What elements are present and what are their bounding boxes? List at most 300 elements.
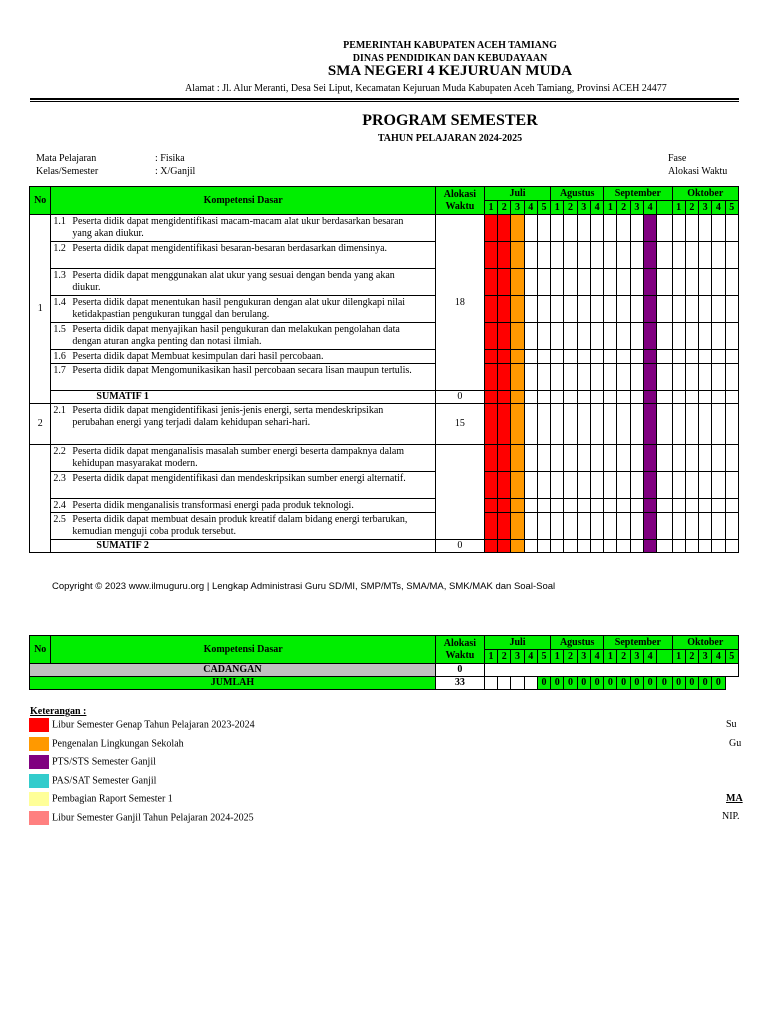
kd-number: 1.3 <box>53 270 66 281</box>
schedule-cell <box>524 472 537 499</box>
week-cell-blank <box>657 201 672 215</box>
schedule-cell <box>685 513 698 540</box>
kelas-label: Kelas/Semester <box>36 166 99 177</box>
schedule-cell-pts <box>643 540 656 553</box>
kd-text: Peserta didik dapat menyajikan hasil pengukuran dan melakukan pengolahan data dengan aturan angka penting dan notasi ilmiah. <box>72 324 400 347</box>
schedule-cell <box>577 323 590 350</box>
col-kd-header: Kompetensi Dasar <box>51 187 436 215</box>
schedule-cell <box>672 404 685 445</box>
schedule-cell <box>725 364 738 391</box>
schedule-cell <box>551 499 564 513</box>
week-cell: 1 <box>672 201 685 215</box>
header-line1: PEMERINTAH KABUPATEN ACEH TAMIANG <box>343 40 557 51</box>
schedule-cell <box>712 445 725 472</box>
schedule-cell <box>590 296 603 323</box>
legend-swatch <box>29 755 49 769</box>
table-row <box>30 472 739 499</box>
month-agustus: Agustus <box>551 636 604 650</box>
schedule-cell <box>617 323 630 350</box>
schedule-cell <box>657 391 672 404</box>
week-cell: 3 <box>577 201 590 215</box>
schedule-cell <box>712 364 725 391</box>
schedule-cell <box>685 323 698 350</box>
week-cell: 3 <box>699 201 712 215</box>
alokasi-label: Alokasi Waktu <box>668 166 728 177</box>
jumlah-week-total: 0 <box>590 677 603 690</box>
jumlah-week-total: 0 <box>537 677 550 690</box>
schedule-cell <box>699 472 712 499</box>
schedule-cell-mpls <box>511 350 524 364</box>
jumlah-week-empty <box>511 677 524 690</box>
schedule-cell <box>564 215 577 242</box>
schedule-cell-pts <box>643 323 656 350</box>
schedule-cell <box>590 215 603 242</box>
legend-label: Pengenalan Lingkungan Sekolah <box>52 738 184 750</box>
schedule-cell <box>537 391 550 404</box>
schedule-cell-libur <box>498 323 511 350</box>
schedule-cell-mpls <box>511 391 524 404</box>
schedule-cell <box>537 215 550 242</box>
cadangan-value: 0 <box>435 664 484 677</box>
schedule-cell-libur <box>484 513 497 540</box>
schedule-cell <box>657 404 672 445</box>
legend-item <box>29 737 184 751</box>
schedule-cell <box>712 242 725 269</box>
schedule-cell-pts <box>643 499 656 513</box>
schedule-cell <box>537 540 550 553</box>
schedule-cell <box>699 513 712 540</box>
schedule-cell <box>699 540 712 553</box>
schedule-cell <box>617 404 630 445</box>
schedule-cell <box>617 472 630 499</box>
week-cell: 2 <box>564 201 577 215</box>
schedule-cell <box>564 296 577 323</box>
schedule-cell-pts <box>643 391 656 404</box>
schedule-cell <box>537 242 550 269</box>
schedule-cell <box>577 296 590 323</box>
legend-label: PAS/SAT Semester Ganjil <box>52 775 157 787</box>
schedule-cell <box>564 499 577 513</box>
week-cell: 1 <box>551 650 564 664</box>
kd-text: Peserta didik dapat menganalisis masalah sumber energi beserta dampaknya dalam kehidupan masyarakat modern. <box>72 446 405 469</box>
schedule-cell <box>712 540 725 553</box>
schedule-cell <box>699 391 712 404</box>
week-cell: 2 <box>685 650 698 664</box>
kd-item <box>51 472 436 499</box>
schedule-cell <box>590 391 603 404</box>
schedule-cell <box>699 404 712 445</box>
schedule-cell <box>604 445 617 472</box>
schedule-cell <box>604 404 617 445</box>
schedule-cell <box>657 364 672 391</box>
schedule-cell <box>630 364 643 391</box>
schedule-cell-pts <box>643 269 656 296</box>
kd-text: Peserta didik menganalisis transformasi energi pada produk teknologi. <box>72 500 354 511</box>
schedule-cell <box>551 472 564 499</box>
jumlah-week-total: 0 <box>699 677 712 690</box>
schedule-cell-pts <box>643 296 656 323</box>
academic-year: TAHUN PELAJARAN 2024-2025 <box>377 133 523 144</box>
schedule-cell <box>617 499 630 513</box>
header-divider-thin <box>30 101 739 102</box>
schedule-cell <box>630 540 643 553</box>
schedule-cell <box>551 323 564 350</box>
schedule-cell <box>590 540 603 553</box>
legend-item <box>29 811 254 825</box>
kd-item <box>51 499 436 513</box>
schedule-cell <box>725 296 738 323</box>
week-cell: 1 <box>604 650 617 664</box>
schedule-cell <box>685 364 698 391</box>
schedule-cell <box>725 540 738 553</box>
schedule-cell <box>725 323 738 350</box>
schedule-cell <box>524 513 537 540</box>
schedule-cell <box>524 242 537 269</box>
kd-text: Peserta didik dapat mengidentifikasi dan mendeskripsikan sumber energi alternatif. <box>72 473 406 484</box>
kd-item <box>51 445 436 472</box>
week-cell: 2 <box>498 650 511 664</box>
schedule-cell <box>604 513 617 540</box>
schedule-cell <box>672 445 685 472</box>
schedule-cell <box>617 513 630 540</box>
schedule-cell <box>537 364 550 391</box>
schedule-cell-mpls <box>511 404 524 445</box>
jumlah-week-total: 0 <box>643 677 656 690</box>
schedule-cell <box>564 242 577 269</box>
schedule-cell-libur <box>498 242 511 269</box>
week-cell: 4 <box>643 201 656 215</box>
col-kd-header: Kompetensi Dasar <box>51 636 436 664</box>
schedule-cell <box>564 391 577 404</box>
table-row <box>30 242 739 269</box>
schedule-cell <box>564 323 577 350</box>
table-row <box>30 391 739 404</box>
table-row <box>30 296 739 323</box>
week-cell: 2 <box>564 650 577 664</box>
schedule-cell-mpls <box>511 445 524 472</box>
schedule-cell <box>712 404 725 445</box>
week-cell: 4 <box>712 201 725 215</box>
schedule-cell <box>577 404 590 445</box>
schedule-cell <box>577 540 590 553</box>
schedule-cell <box>577 445 590 472</box>
schedule-cell <box>699 296 712 323</box>
schedule-cell <box>590 350 603 364</box>
kd-text: Peserta didik dapat mengidentifikasi macam-macam alat ukur berdasarkan besaran yang akan diukur. <box>72 216 404 239</box>
schedule-cell-libur <box>484 391 497 404</box>
legend-swatch <box>29 774 49 788</box>
schedule-cell <box>604 540 617 553</box>
schedule-cell <box>564 513 577 540</box>
table-row <box>30 215 739 242</box>
kd-item <box>51 242 436 269</box>
summary-table <box>29 635 739 690</box>
kd-item <box>51 296 436 323</box>
schedule-cell <box>630 404 643 445</box>
schedule-cell <box>551 215 564 242</box>
legend-item <box>29 718 255 732</box>
schedule-cell <box>672 540 685 553</box>
schedule-cell <box>604 472 617 499</box>
schedule-cell <box>657 540 672 553</box>
jumlah-week-total: 0 <box>630 677 643 690</box>
schedule-cell <box>712 215 725 242</box>
kd-rows <box>30 215 739 553</box>
jumlah-week-empty <box>498 677 511 690</box>
week-cell: 1 <box>604 201 617 215</box>
week-cell: 3 <box>511 650 524 664</box>
schedule-cell <box>577 391 590 404</box>
schedule-cell-mpls <box>511 323 524 350</box>
schedule-cell <box>551 445 564 472</box>
schedule-cell <box>590 513 603 540</box>
schedule-cell <box>551 540 564 553</box>
col-alokasi-header: Alokasi Waktu <box>435 187 484 215</box>
kd-item <box>51 215 436 242</box>
schedule-cell <box>657 215 672 242</box>
schedule-cell <box>590 445 603 472</box>
schedule-cell-libur <box>484 215 497 242</box>
schedule-cell <box>590 269 603 296</box>
schedule-cell <box>617 215 630 242</box>
alokasi-cell: 18 <box>435 215 484 391</box>
schedule-cell <box>617 296 630 323</box>
schedule-cell <box>725 499 738 513</box>
schedule-cell <box>524 391 537 404</box>
schedule-cell <box>537 499 550 513</box>
schedule-cell <box>617 391 630 404</box>
schedule-cell-libur <box>498 404 511 445</box>
schedule-cell <box>590 472 603 499</box>
schedule-cell-libur <box>498 499 511 513</box>
schedule-cell <box>617 350 630 364</box>
signature-cutoff-nip: NIP. <box>722 811 740 822</box>
schedule-cell <box>657 242 672 269</box>
sumatif-label: SUMATIF 2 <box>51 540 436 553</box>
schedule-cell <box>537 513 550 540</box>
kd-number: 1.6 <box>53 351 66 362</box>
jumlah-week-total: 0 <box>604 677 617 690</box>
schedule-cell <box>657 513 672 540</box>
program-semester-table <box>29 186 739 553</box>
schedule-cell-libur <box>484 445 497 472</box>
schedule-cell-libur <box>484 472 497 499</box>
schedule-cell <box>630 513 643 540</box>
schedule-cell <box>725 350 738 364</box>
schedule-cell-mpls <box>511 513 524 540</box>
legend-label: Pembagian Raport Semester 1 <box>52 793 173 805</box>
schedule-cell <box>630 445 643 472</box>
schedule-cell-mpls <box>511 296 524 323</box>
kd-item <box>51 323 436 350</box>
month-juli: Juli <box>484 636 550 650</box>
schedule-cell <box>712 350 725 364</box>
schedule-cell <box>685 350 698 364</box>
schedule-cell <box>604 323 617 350</box>
table-row <box>30 540 739 553</box>
jumlah-week-total: 0 <box>564 677 577 690</box>
schedule-cell-libur <box>498 350 511 364</box>
schedule-cell <box>685 215 698 242</box>
jumlah-week-total: 0 <box>617 677 630 690</box>
header-divider <box>30 98 739 100</box>
table-row <box>30 445 739 472</box>
kd-number: 2.3 <box>53 473 66 484</box>
mapel-label: Mata Pelajaran <box>36 153 97 164</box>
schedule-cell <box>699 350 712 364</box>
schedule-cell-mpls <box>511 540 524 553</box>
week-cell: 2 <box>617 201 630 215</box>
col-no-header: No <box>30 636 51 664</box>
schedule-cell <box>617 540 630 553</box>
jumlah-week-total: 0 <box>551 677 564 690</box>
schedule-cell-libur <box>498 513 511 540</box>
schedule-cell <box>630 269 643 296</box>
school-address: Alamat : Jl. Alur Meranti, Desa Sei Liput, Kecamatan Kejuruan Muda Kabupaten Aceh Tamiang, Provinsi ACEH 24477 <box>185 83 667 94</box>
schedule-cell <box>564 364 577 391</box>
kd-number: 1.7 <box>53 365 66 376</box>
schedule-cell <box>604 364 617 391</box>
week-cell: 5 <box>725 650 738 664</box>
schedule-cell <box>577 513 590 540</box>
table-row <box>30 350 739 364</box>
cadangan-label: CADANGAN <box>30 664 436 677</box>
jumlah-week-total: 0 <box>712 677 725 690</box>
schedule-cell-pts <box>643 215 656 242</box>
schedule-cell-libur <box>498 269 511 296</box>
jumlah-value: 33 <box>435 677 484 690</box>
copyright-text: Copyright © 2023 www.ilmuguru.org | Lengkap Administrasi Guru SD/MI, SMP/MTs, SMA/MA, SMK/MAK dan Soal-Soal <box>52 581 556 592</box>
schedule-cell-libur <box>498 445 511 472</box>
week-cell: 1 <box>672 650 685 664</box>
month-oktober: Oktober <box>672 636 738 650</box>
kd-number: 2.2 <box>53 446 66 457</box>
kd-no-cell: 2 <box>30 404 51 445</box>
schedule-cell-pts <box>643 513 656 540</box>
schedule-cell <box>590 499 603 513</box>
schedule-cell <box>551 364 564 391</box>
schedule-cell <box>604 296 617 323</box>
schedule-cell <box>590 364 603 391</box>
schedule-cell <box>712 296 725 323</box>
schedule-cell <box>524 350 537 364</box>
kd-text: Peserta didik dapat Membuat kesimpulan dari hasil percobaan. <box>72 351 324 362</box>
header-line2: DINAS PENDIDIKAN DAN KEBUDAYAAN <box>352 53 548 64</box>
kd-number: 1.4 <box>53 297 66 308</box>
schedule-cell <box>537 269 550 296</box>
schedule-cell <box>672 513 685 540</box>
schedule-cell-pts <box>643 350 656 364</box>
schedule-cell <box>524 296 537 323</box>
month-agustus: Agustus <box>551 187 604 201</box>
jumlah-label: JUMLAH <box>30 677 436 690</box>
schedule-cell-pts <box>643 364 656 391</box>
schedule-cell <box>685 472 698 499</box>
schedule-cell <box>657 472 672 499</box>
schedule-cell <box>725 404 738 445</box>
schedule-cell <box>524 364 537 391</box>
kd-item <box>51 364 436 391</box>
schedule-cell <box>564 445 577 472</box>
schedule-cell <box>564 472 577 499</box>
legend-item <box>29 792 173 806</box>
schedule-cell <box>577 215 590 242</box>
schedule-cell-libur <box>484 364 497 391</box>
schedule-cell <box>657 269 672 296</box>
schedule-cell <box>672 364 685 391</box>
schedule-cell <box>657 296 672 323</box>
alokasi-cell-empty <box>435 445 484 540</box>
schedule-cell <box>551 296 564 323</box>
schedule-cell <box>699 323 712 350</box>
col-no-header: No <box>30 187 51 215</box>
schedule-cell <box>524 323 537 350</box>
schedule-cell <box>672 242 685 269</box>
schedule-cell <box>725 215 738 242</box>
jumlah-week-total: 0 <box>577 677 590 690</box>
schedule-cell <box>685 499 698 513</box>
schedule-cell <box>551 242 564 269</box>
schedule-cell <box>577 472 590 499</box>
schedule-cell <box>630 296 643 323</box>
legend-item <box>29 755 156 769</box>
month-september: September <box>604 636 672 650</box>
kd-number: 1.5 <box>53 324 66 335</box>
week-cell: 5 <box>537 650 550 664</box>
kd-number: 1.2 <box>53 243 66 254</box>
kelas-value: : X/Ganjil <box>155 166 196 177</box>
signature-cutoff-name: MA <box>726 793 743 804</box>
schedule-cell <box>699 242 712 269</box>
schedule-cell <box>590 242 603 269</box>
schedule-cell <box>685 269 698 296</box>
schedule-cell <box>564 350 577 364</box>
schedule-cell <box>672 296 685 323</box>
schedule-cell-libur <box>498 391 511 404</box>
schedule-cell <box>604 350 617 364</box>
schedule-cell-libur <box>498 296 511 323</box>
week-cell: 5 <box>537 201 550 215</box>
week-cell: 3 <box>630 201 643 215</box>
schedule-cell <box>672 323 685 350</box>
schedule-cell-libur <box>484 404 497 445</box>
kd-item <box>51 404 436 445</box>
schedule-cell <box>712 323 725 350</box>
week-cell: 4 <box>712 650 725 664</box>
table-row <box>30 269 739 296</box>
schedule-cell <box>617 364 630 391</box>
cadangan-weeks <box>484 664 738 677</box>
schedule-cell-libur <box>498 472 511 499</box>
schedule-cell-mpls <box>511 215 524 242</box>
schedule-cell <box>672 350 685 364</box>
schedule-cell-mpls <box>511 269 524 296</box>
schedule-cell <box>564 269 577 296</box>
kd-text: Peserta didik dapat mengidentifikasi besaran-besaran berdasarkan dimensinya. <box>72 243 388 254</box>
schedule-cell <box>604 269 617 296</box>
schedule-cell <box>604 391 617 404</box>
page-title: PROGRAM SEMESTER <box>362 112 538 129</box>
kd-number: 1.1 <box>53 216 66 227</box>
kd-text: Peserta didik dapat membuat desain produk kreatif dalam bidang energi terbarukan, kemudian menguji coba produk tersebut. <box>72 514 408 537</box>
kd-item <box>51 513 436 540</box>
schedule-cell <box>725 242 738 269</box>
week-cell-blank <box>657 650 672 664</box>
schedule-cell-libur <box>484 499 497 513</box>
schedule-cell <box>590 323 603 350</box>
month-oktober: Oktober <box>672 187 738 201</box>
schedule-cell <box>725 445 738 472</box>
